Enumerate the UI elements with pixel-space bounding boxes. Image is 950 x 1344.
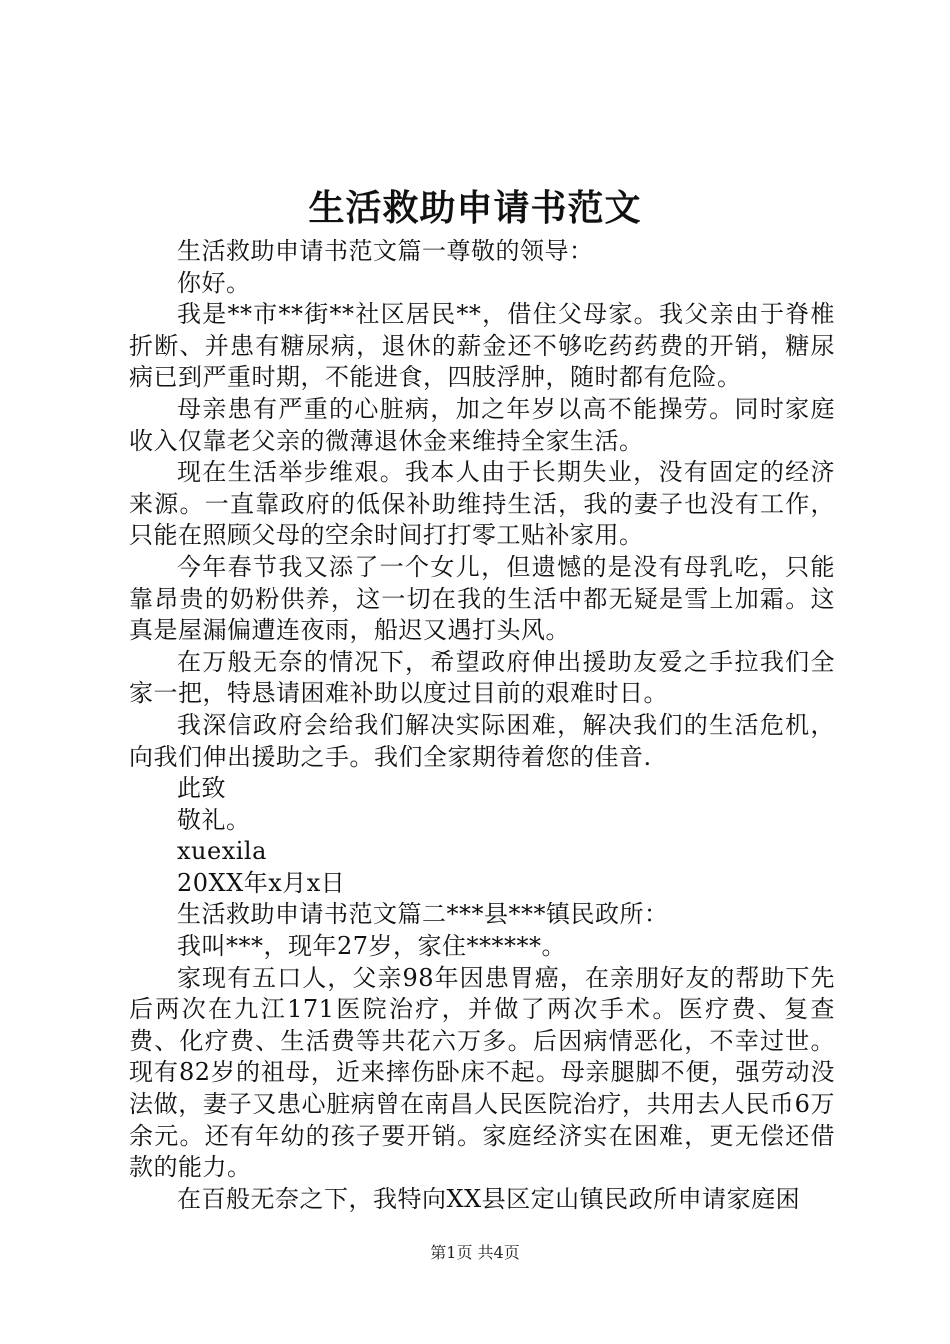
document-body [129, 236, 835, 1215]
paragraph: 现在生活举步维艰。我本人由于长期失业，没有固定的经济来源。一直靠政府的低保补助维持生活，我的妻子也没有工作，只能在照顾父母的空余时间打打零工贴补家用。 [129, 458, 835, 550]
paragraph: 我叫***，现年27岁，家住******。 [177, 932, 567, 961]
paragraph: 我深信政府会给我们解决实际困难，解决我们的生活危机，向我们伸出援助之手。我们全家期待着您的佳音. [129, 710, 835, 771]
date-line: 20XX年x月x日 [177, 868, 346, 897]
paragraph: 今年春节我又添了一个女儿，但遗憾的是没有母乳吃，只能靠昂贵的奶粉供养，这一切在我的生活中都无疑是雪上加霜。这真是屋漏偏遭连夜雨，船迟又遇打头风。 [129, 552, 835, 645]
paragraph: 母亲患有严重的心脏病，加之年岁以高不能操劳。同时家庭收入仅靠老父亲的微薄退休金来维持全家生活。 [129, 394, 835, 455]
paragraph: 家现有五口人，父亲98年因患胃癌，在亲朋好友的帮助下先后两次在九江171医院治疗，并做了两次手术。医疗费、复查费、化疗费、生活费等共花六万多。后因病情恶化，不幸过世。现有82岁的祖母，近来摔伤卧床不起。母亲腿脚不便，强劳动没法做，妻子又患心脏病曾在南昌人民医院治疗，共用去人民币6万余元。还有年幼的孩子要开销。家庭经济实在困难，更无偿还借款的能力。 [129, 963, 835, 1182]
paragraph: 生活救助申请书范文篇一尊敬的领导： [177, 237, 594, 265]
paragraph: 你好。 [177, 268, 251, 297]
page-footer: 第1页 共4页 [430, 1243, 520, 1262]
paragraph: 我是**市**街**社区居民**，借住父母家。我父亲由于脊椎折断、并患有糖尿病，退休的薪金还不够吃药药费的开销，糖尿病已到严重时期，不能进食，四肢浮肿，随时都有危险。 [129, 300, 835, 392]
paragraph: 在万般无奈的情况下，希望政府伸出援助友爱之手拉我们全家一把，特恳请困难补助以度过目前的艰难时日。 [129, 647, 835, 708]
closing-line: 此致 [177, 774, 226, 803]
document-title: 生活救助申请书范文 [308, 187, 642, 229]
signature: xuexila [177, 837, 267, 866]
closing-line: 敬礼。 [177, 805, 251, 834]
paragraph: 生活救助申请书范文篇二***县***镇民政所： [177, 900, 669, 929]
paragraph: 在百般无奈之下，我特向XX县区定山镇民政所申请家庭困 [177, 1184, 801, 1213]
